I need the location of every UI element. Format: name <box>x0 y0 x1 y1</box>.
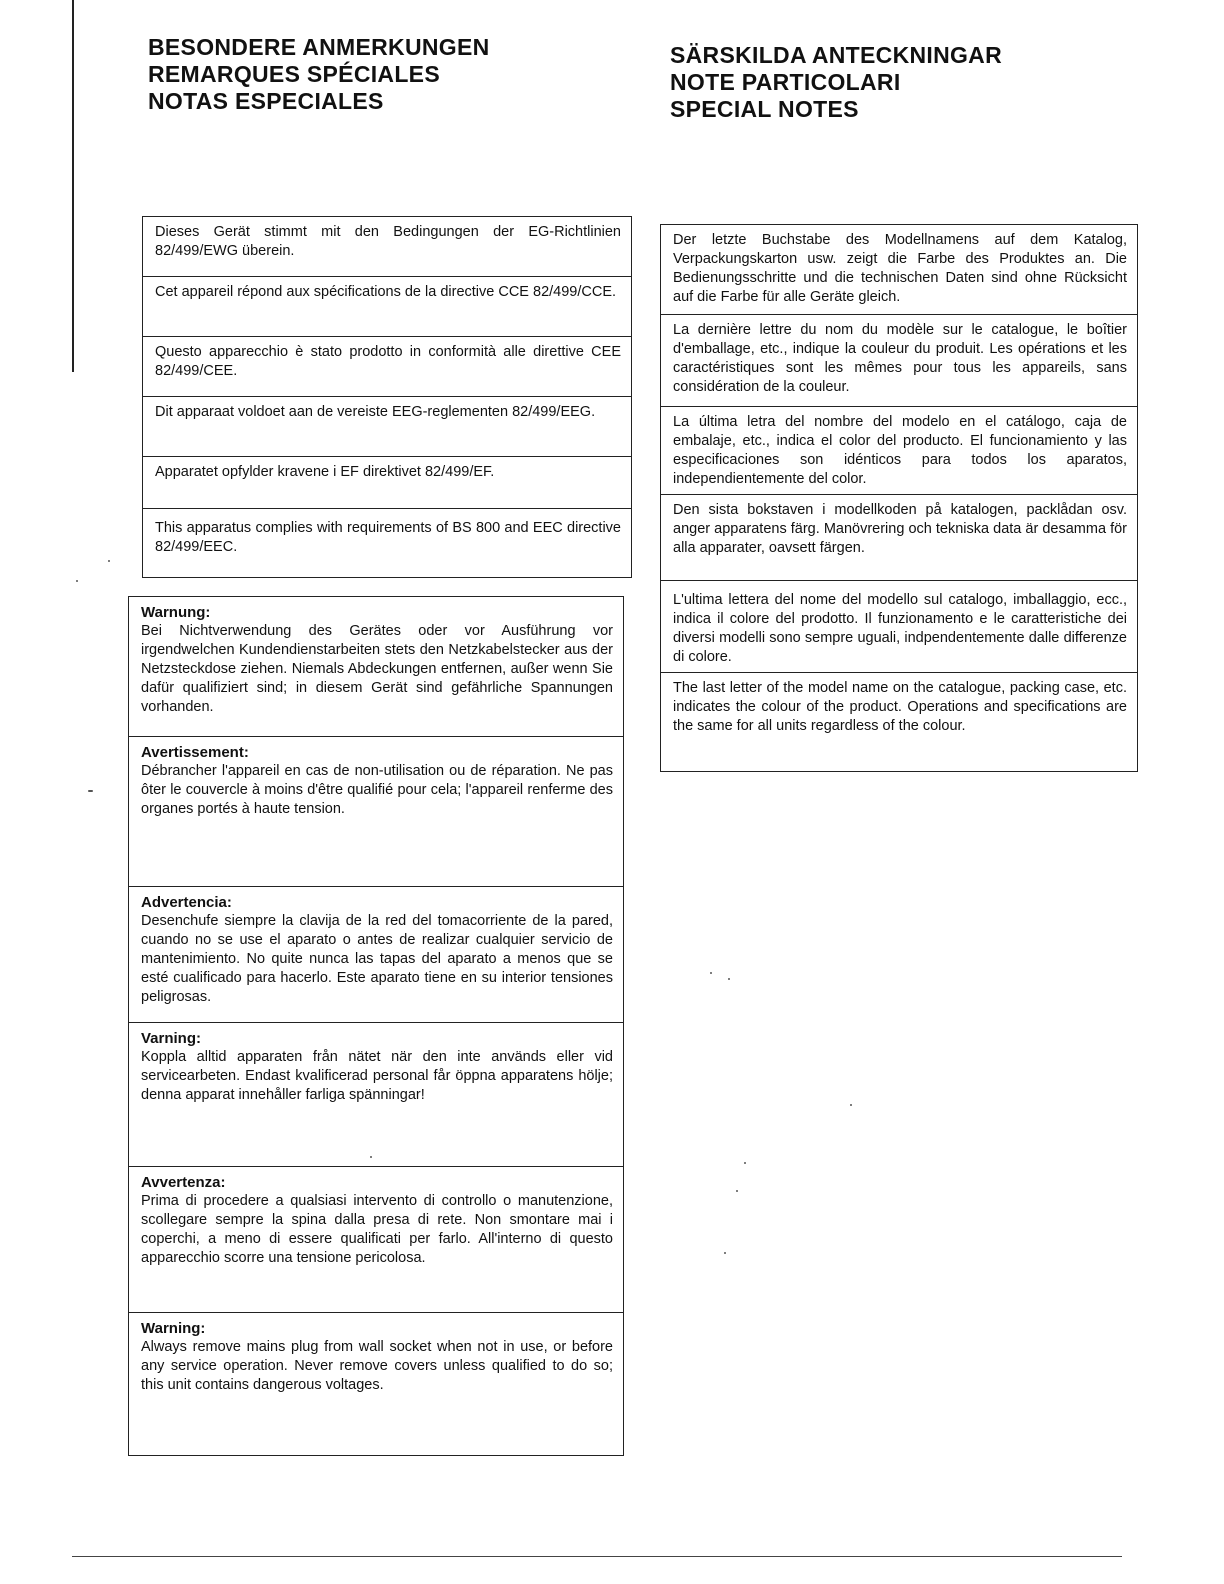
scan-speck <box>88 790 93 792</box>
left-heading-line: BESONDERE ANMERKUNGEN <box>148 34 490 60</box>
warning-text: Débrancher l'appareil en cas de non-utilisation ou de réparation. Ne pas ôter le couvercle à moins d'être qualifié pour cela; l'appareil renferme des organes portés à haute tension. <box>141 763 613 817</box>
warning-text: Always remove mains plug from wall socket when not in use, or before any service operation. Never remove covers unless qualified to do so; this unit contains dangerous voltages. <box>141 1339 613 1393</box>
scan-speck <box>850 1104 852 1106</box>
compliance-note-de: Dieses Gerät stimmt mit den Bedingungen der EG-Richtlinien 82/499/EWG überein. <box>143 217 631 277</box>
compliance-note-it: Questo apparecchio è stato prodotto in conformità alle direttive CEE 82/499/CEE. <box>143 337 631 397</box>
warning-title: Varning: <box>141 1030 202 1047</box>
warning-text: Desenchufe siempre la clavija de la red del tomacorriente de la pared, cuando no se use el aparato o antes de realizar cualquier servicio de mantenimiento. No quite nunca las tapas del aparato a menos que se esté cualificado para hacerlo. Este aparato tiene en su interior tensiones peligrosas. <box>141 913 613 1005</box>
colour-note-it: L'ultima lettera del nome del modello sul catalogo, imballaggio, ecc., indica il colore del prodotto. Il funzionamento e le caratteristiche dei diversi modelli sono sempre uguali, indpendentemente dalle differenze di colore. <box>661 581 1137 673</box>
warning-en <box>129 1313 623 1403</box>
right-heading-line: SPECIAL NOTES <box>670 96 859 122</box>
left-heading <box>148 34 490 115</box>
warning-fr <box>129 737 623 887</box>
compliance-note-en: This apparatus complies with requirements of BS 800 and EEC directive 82/499/EEC. <box>155 520 621 555</box>
left-heading-line: REMARQUES SPÉCIALES <box>148 61 440 87</box>
right-heading-line: SÄRSKILDA ANTECKNINGAR <box>670 42 1003 68</box>
colour-notes-box <box>660 224 1138 772</box>
warning-text: Koppla alltid apparaten från nätet när den inte används eller vid servicearbeten. Endast kvalificerad personal får öppna apparatens hölje; denna apparat innehåller farliga spänningar! <box>141 1049 613 1103</box>
warning-text: Bei Nichtverwendung des Gerätes oder vor Ausführung vor irgendwelchen Kundendienstarbeiten stets den Netzkabelstecker aus der Netzsteckdose ziehen. Niemals Abdeckungen entfernen, außer wenn Sie dafür qualifiziert sind; in diesem Gerät sind gefährliche Spannungen vorhanden. <box>141 623 613 715</box>
colour-note-de: Der letzte Buchstabe des Modellnamens auf dem Katalog, Verpackungskarton usw. zeigt die Farbe des Produktes an. Die Bedienungsschritte und die technischen Daten sind ohne Rücksicht auf die Farbe für alle Geräte gleich. <box>661 225 1137 315</box>
scan-speck <box>370 1156 372 1158</box>
warning-es <box>129 887 623 1023</box>
binding-margin-line <box>72 0 74 372</box>
scan-speck <box>744 1162 746 1164</box>
compliance-note-fr: Cet appareil répond aux spécifications de la directive CCE 82/499/CCE. <box>143 277 631 337</box>
warning-it <box>129 1167 623 1313</box>
left-heading-line: NOTAS ESPECIALES <box>148 88 384 114</box>
warning-title: Warning: <box>141 1320 206 1337</box>
scan-speck <box>724 1252 726 1254</box>
scan-speck <box>710 972 712 974</box>
warning-title: Advertencia: <box>141 894 232 911</box>
colour-note-sv: Den sista bokstaven i modellkoden på katalogen, packlådan osv. anger apparatens färg. Manövrering och tekniska data är desamma för alla apparater, oavsett färgen. <box>661 495 1137 581</box>
scan-speck <box>728 978 730 980</box>
scan-speck <box>736 1190 738 1192</box>
warning-title: Avvertenza: <box>141 1174 226 1191</box>
warning-text: Prima di procedere a qualsiasi intervento di controllo o manutenzione, scollegare sempre la spina dalla presa di rete. Non smontare mai i coperchi, a meno di essere qualificati per farlo. All'interno di questo apparecchio scorre una tensione pericolosa. <box>141 1193 613 1266</box>
warning-title: Avertissement: <box>141 744 249 761</box>
warning-de <box>129 597 623 737</box>
warning-sv <box>129 1023 623 1167</box>
compliance-note-nl: Dit apparaat voldoet aan de vereiste EEG-reglementen 82/499/EEG. <box>143 397 631 457</box>
scan-speck <box>76 580 78 582</box>
right-heading <box>670 42 1002 123</box>
colour-note-fr: La dernière lettre du nom du modèle sur le catalogue, le boîtier d'emballage, etc., indique la couleur du produit. Les opérations et les caractéristiques sont les mêmes pour tous les appareils, sans considération de la couleur. <box>661 315 1137 407</box>
bottom-rule <box>72 1556 1122 1557</box>
compliance-note-da: Apparatet opfylder kravene i EF direktivet 82/499/EF. <box>143 457 631 509</box>
compliance-box <box>142 216 632 578</box>
warning-title: Warnung: <box>141 604 211 621</box>
colour-note-es: La última letra del nombre del modelo en el catálogo, caja de embalaje, etc., indica el color del producto. El funcionamiento y las especificaciones son idénticos para todos los aparatos, independientemente del color. <box>661 407 1137 495</box>
right-heading-line: NOTE PARTICOLARI <box>670 69 901 95</box>
colour-note-en: The last letter of the model name on the catalogue, packing case, etc. indicates the colour of the product. Operations and specifications are the same for all units regardless of the colour. <box>673 680 1127 734</box>
scan-speck <box>108 560 110 562</box>
warnings-box <box>128 596 624 1456</box>
